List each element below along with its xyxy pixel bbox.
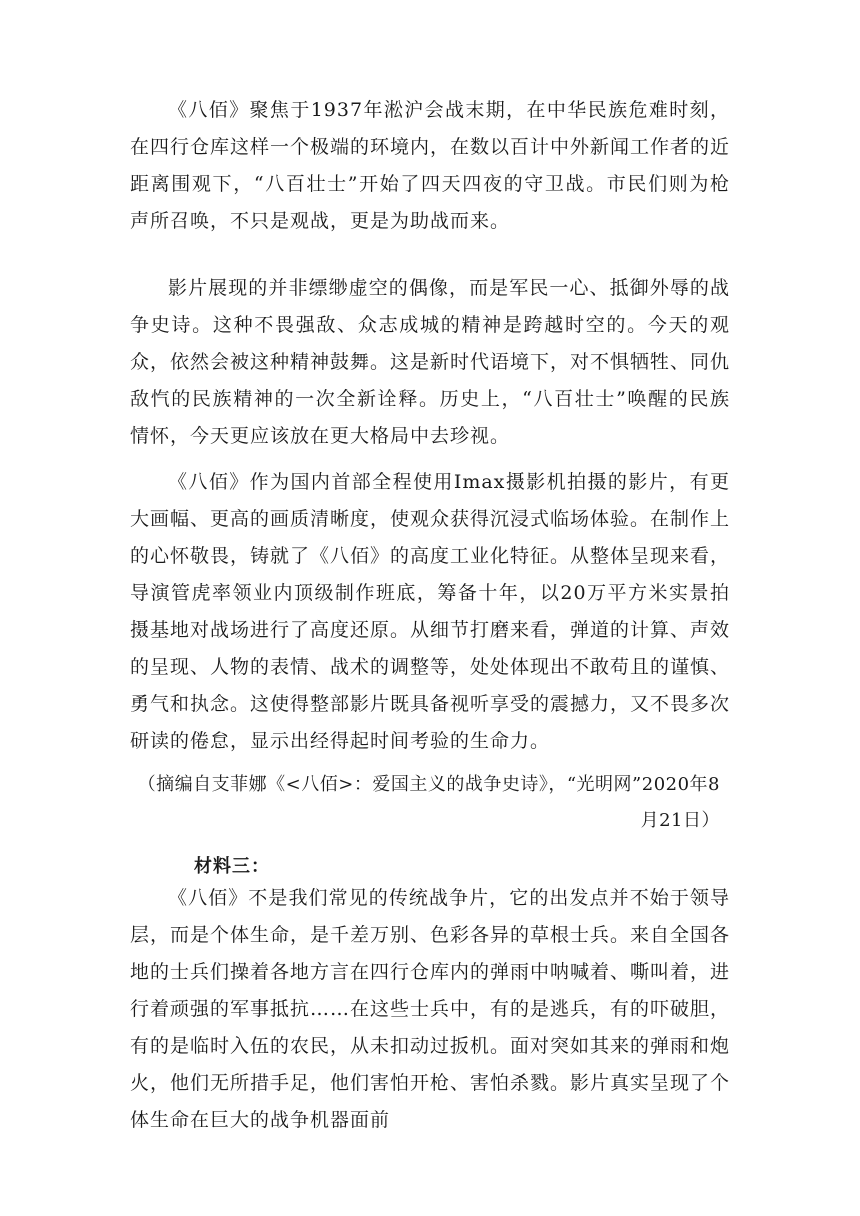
source-citation: （摘编自支菲娜《<八佰>：爱国主义的战争史诗》，“光明网”2020年8月21日） bbox=[137, 774, 720, 831]
paragraph-2: 影片展现的并非缥缈虚空的偶像，而是军民一心、抵御外辱的战争史诗。这种不畏强敌、众志成城的精神是跨越时空的。今天的观众，依然会被这种精神鼓舞。这是新时代语境下，对不惧牺牲、同仇敌忾的民族精神的一次全新诠释。历史上，“八百壮士”唤醒的民族情怀，今天更应该放在更大格局中去珍视。 bbox=[130, 277, 731, 447]
section-heading: 材料三： bbox=[194, 856, 270, 877]
paragraph-material-3: 《八佰》不是我们常见的传统战争片，它的出发点并不始于领导层，而是个体生命，是千差万别、色彩各异的草根士兵。来自全国各地的士兵们操着各地方言在四行仓库内的弹雨中呐喊着、嘶叫着，进行着顽强的军事抵抗……在这些士兵中，有的是逃兵，有的吓破胆，有的是临时入伍的农民，从未扣动过扳机。面对突如其来的弹雨和炮火，他们无所措手足，他们害怕开枪、害怕杀戮。影片真实呈现了个体生命在巨大的战争机器面前 bbox=[130, 887, 731, 1131]
paragraph-1: 《八佰》聚焦于1937年淞沪会战末期，在中华民族危难时刻，在四行仓库这样一个极端的环境内，在数以百计中外新闻工作者的近距离围观下，“八百壮士”开始了四天四夜的守卫战。市民们则为枪声所召唤，不只是观战，更是为助战而来。 bbox=[130, 99, 731, 232]
paragraph-3: 《八佰》作为国内首部全程使用Imax摄影机拍摄的影片，有更大画幅、更高的画质清晰度，使观众获得沉浸式临场体验。在制作上的心怀敬畏，铸就了《八佰》的高度工业化特征。从整体呈现来看，导演管虎率领业内顶级制作班底，筹备十年，以20万平方米实景拍摄基地对战场进行了高度还原。从细节打磨来看，弹道的计算、声效的呈现、人物的表情、战术的调整等，处处体现出不敢苟且的谨慎、勇气和执念。这使得整部影片既具备视听享受的震撼力，又不畏多次研读的倦怠，显示出经得起时间考验的生命力。 bbox=[130, 471, 731, 752]
